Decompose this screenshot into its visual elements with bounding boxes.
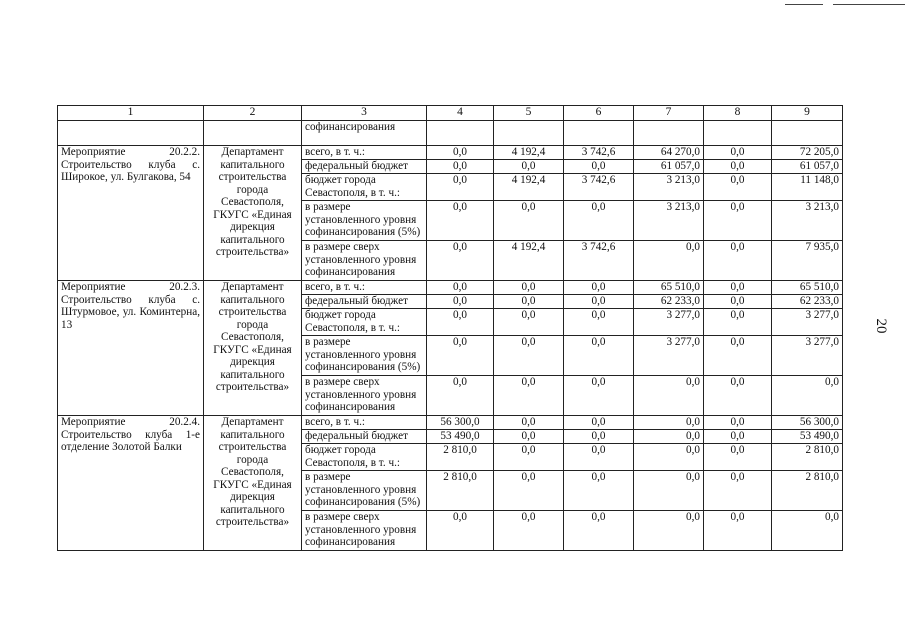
amount-cell-c5: 0,0: [494, 336, 564, 376]
amount-cell-c6: 0,0: [564, 511, 634, 551]
amount-cell-c4: 53 490,0: [427, 430, 494, 444]
amount-cell-c9: 62 233,0: [772, 295, 843, 309]
header-cell: 8: [704, 106, 772, 121]
funding-source-cell: бюджет города Севастополя, в т. ч.:: [302, 174, 427, 201]
amount-cell-c4: 0,0: [427, 336, 494, 376]
funding-source-cell: в размере установленного уровня софинансирования (5%): [302, 336, 427, 376]
amount-cell-c4: 0,0: [427, 160, 494, 174]
funding-source-cell: в размере сверх установленного уровня софинансирования: [302, 511, 427, 551]
amount-cell-c4: 0,0: [427, 309, 494, 336]
measure-cell: Мероприятие 20.2.4. Строительство клуба 1-е отделение Золотой Балки: [58, 416, 204, 551]
amount-cell-c9: 0,0: [772, 376, 843, 416]
executor-cell: Департамент капитального строительства города Севастополя, ГКУГС «Единая дирекция капитального строительства»: [204, 146, 302, 281]
table-row: [58, 146, 843, 160]
amount-cell-c8: 0,0: [704, 376, 772, 416]
amount-cell-c8: 0,0: [704, 444, 772, 471]
amount-cell-c5: 0,0: [494, 444, 564, 471]
continuation-cell: [58, 121, 204, 146]
amount-cell-c8: 0,0: [704, 174, 772, 201]
amount-cell-c4: 0,0: [427, 281, 494, 295]
amount-cell-c4: 0,0: [427, 376, 494, 416]
amount-cell-c6: 0,0: [564, 376, 634, 416]
amount-cell-c9: 3 277,0: [772, 309, 843, 336]
header-cell: 7: [634, 106, 704, 121]
funding-source-cell: всего, в т. ч.:: [302, 146, 427, 160]
amount-cell-c9: 61 057,0: [772, 160, 843, 174]
amount-cell-c5: 0,0: [494, 295, 564, 309]
amount-cell-c4: 0,0: [427, 295, 494, 309]
amount-cell-c7: 0,0: [634, 241, 704, 281]
amount-cell-c8: 0,0: [704, 416, 772, 430]
header-cell: 9: [772, 106, 843, 121]
amount-cell-c6: 0,0: [564, 444, 634, 471]
amount-cell-c6: 0,0: [564, 430, 634, 444]
executor-cell: Департамент капитального строительства города Севастополя, ГКУГС «Единая дирекция капитального строительства»: [204, 416, 302, 551]
amount-cell-c8: 0,0: [704, 336, 772, 376]
amount-cell-c7: 0,0: [634, 416, 704, 430]
amount-cell-c8: 0,0: [704, 511, 772, 551]
amount-cell-c8: 0,0: [704, 309, 772, 336]
amount-cell-c9: 65 510,0: [772, 281, 843, 295]
funding-source-cell: всего, в т. ч.:: [302, 416, 427, 430]
amount-cell-c6: 0,0: [564, 336, 634, 376]
funding-source-cell: всего, в т. ч.:: [302, 281, 427, 295]
amount-cell-c6: 0,0: [564, 201, 634, 241]
amount-cell-c6: 0,0: [564, 281, 634, 295]
top-rule-left: [785, 4, 823, 5]
amount-cell-c8: 0,0: [704, 241, 772, 281]
amount-cell-c5: 0,0: [494, 160, 564, 174]
continuation-cell: [494, 121, 564, 146]
amount-cell-c5: 4 192,4: [494, 241, 564, 281]
amount-cell-c7: 0,0: [634, 471, 704, 511]
amount-cell-c8: 0,0: [704, 471, 772, 511]
amount-cell-c6: 0,0: [564, 309, 634, 336]
funding-source-cell: в размере сверх установленного уровня софинансирования: [302, 376, 427, 416]
executor-cell: Департамент капитального строительства города Севастополя, ГКУГС «Единая дирекция капитального строительства»: [204, 281, 302, 416]
amount-cell-c5: 0,0: [494, 309, 564, 336]
header-cell: 5: [494, 106, 564, 121]
amount-cell-c7: 3 213,0: [634, 201, 704, 241]
amount-cell-c7: 0,0: [634, 376, 704, 416]
amount-cell-c7: 61 057,0: [634, 160, 704, 174]
amount-cell-c7: 3 277,0: [634, 309, 704, 336]
amount-cell-c5: 0,0: [494, 376, 564, 416]
funding-source-cell: бюджет города Севастополя, в т. ч.:: [302, 444, 427, 471]
amount-cell-c5: 4 192,4: [494, 174, 564, 201]
continuation-cell: [704, 121, 772, 146]
top-rule-right: [833, 4, 905, 5]
continuation-row: [58, 121, 843, 146]
amount-cell-c9: 3 277,0: [772, 336, 843, 376]
amount-cell-c9: 56 300,0: [772, 416, 843, 430]
amount-cell-c5: 4 192,4: [494, 146, 564, 160]
amount-cell-c7: 0,0: [634, 511, 704, 551]
amount-cell-c4: 2 810,0: [427, 471, 494, 511]
amount-cell-c9: 7 935,0: [772, 241, 843, 281]
table-row: [58, 416, 843, 430]
amount-cell-c6: 0,0: [564, 416, 634, 430]
funding-source-cell: федеральный бюджет: [302, 295, 427, 309]
measure-cell: Мероприятие 20.2.3. Строительство клуба с. Штурмовое, ул. Коминтерна, 13: [58, 281, 204, 416]
amount-cell-c7: 65 510,0: [634, 281, 704, 295]
amount-cell-c5: 0,0: [494, 416, 564, 430]
amount-cell-c7: 62 233,0: [634, 295, 704, 309]
amount-cell-c6: 0,0: [564, 471, 634, 511]
amount-cell-c9: 0,0: [772, 511, 843, 551]
amount-cell-c9: 3 213,0: [772, 201, 843, 241]
funding-source-cell: федеральный бюджет: [302, 160, 427, 174]
amount-cell-c8: 0,0: [704, 160, 772, 174]
continuation-cell: [427, 121, 494, 146]
funding-source-cell: в размере установленного уровня софинансирования (5%): [302, 471, 427, 511]
header-cell: 6: [564, 106, 634, 121]
amount-cell-c5: 0,0: [494, 201, 564, 241]
amount-cell-c8: 0,0: [704, 430, 772, 444]
continuation-cell: [634, 121, 704, 146]
amount-cell-c4: 0,0: [427, 174, 494, 201]
amount-cell-c8: 0,0: [704, 201, 772, 241]
continuation-cell: [772, 121, 843, 146]
amount-cell-c7: 3 213,0: [634, 174, 704, 201]
amount-cell-c6: 3 742,6: [564, 174, 634, 201]
amount-cell-c4: 2 810,0: [427, 444, 494, 471]
amount-cell-c8: 0,0: [704, 295, 772, 309]
amount-cell-c9: 72 205,0: [772, 146, 843, 160]
amount-cell-c5: 0,0: [494, 511, 564, 551]
amount-cell-c8: 0,0: [704, 281, 772, 295]
header-cell: 1: [58, 106, 204, 121]
amount-cell-c9: 2 810,0: [772, 444, 843, 471]
amount-cell-c4: 0,0: [427, 201, 494, 241]
amount-cell-c9: 2 810,0: [772, 471, 843, 511]
amount-cell-c5: 0,0: [494, 430, 564, 444]
table-body: [58, 121, 843, 551]
budget-table: [57, 105, 843, 551]
measure-cell: Мероприятие 20.2.2. Строительство клуба с. Широкое, ул. Булгакова, 54: [58, 146, 204, 281]
amount-cell-c5: 0,0: [494, 471, 564, 511]
header-cell: 2: [204, 106, 302, 121]
amount-cell-c5: 0,0: [494, 281, 564, 295]
funding-source-cell: бюджет города Севастополя, в т. ч.:: [302, 309, 427, 336]
amount-cell-c9: 11 148,0: [772, 174, 843, 201]
amount-cell-c6: 0,0: [564, 295, 634, 309]
table-row: [58, 281, 843, 295]
amount-cell-c4: 0,0: [427, 511, 494, 551]
amount-cell-c9: 53 490,0: [772, 430, 843, 444]
continuation-cell: [564, 121, 634, 146]
amount-cell-c4: 0,0: [427, 241, 494, 281]
amount-cell-c6: 3 742,6: [564, 241, 634, 281]
amount-cell-c7: 0,0: [634, 430, 704, 444]
amount-cell-c8: 0,0: [704, 146, 772, 160]
funding-source-cell: в размере сверх установленного уровня софинансирования: [302, 241, 427, 281]
page-number: 20: [873, 318, 889, 334]
amount-cell-c6: 0,0: [564, 160, 634, 174]
amount-cell-c7: 0,0: [634, 444, 704, 471]
funding-source-cell: в размере установленного уровня софинансирования (5%): [302, 201, 427, 241]
amount-cell-c7: 3 277,0: [634, 336, 704, 376]
amount-cell-c4: 0,0: [427, 146, 494, 160]
header-cell: 4: [427, 106, 494, 121]
amount-cell-c7: 64 270,0: [634, 146, 704, 160]
continuation-label: софинансирования: [302, 121, 427, 146]
header-cell: 3: [302, 106, 427, 121]
amount-cell-c6: 3 742,6: [564, 146, 634, 160]
header-row: [58, 106, 843, 121]
funding-source-cell: федеральный бюджет: [302, 430, 427, 444]
continuation-cell: [204, 121, 302, 146]
amount-cell-c4: 56 300,0: [427, 416, 494, 430]
